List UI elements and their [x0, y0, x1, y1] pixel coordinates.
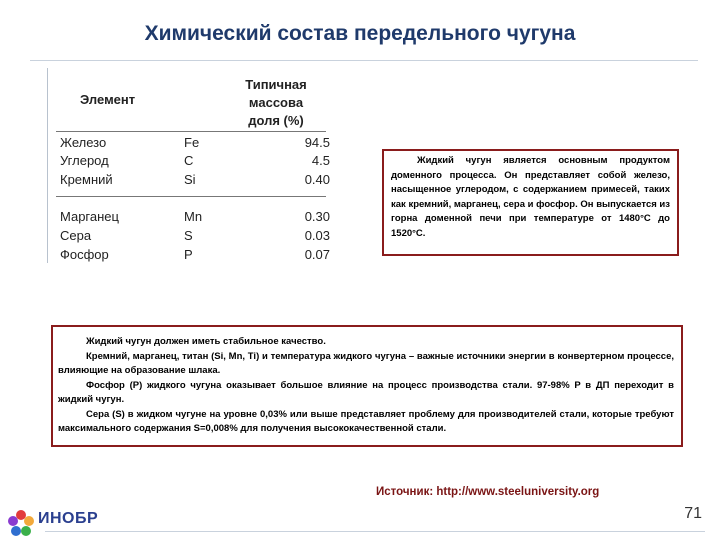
table-row — [60, 228, 330, 247]
note-phosphorus: Фосфор (P) жидкого чугуна оказывает большое влияние на процесс производства стали. 97-98% P в ДП переходит в жидкий чугун. — [58, 379, 674, 405]
element-value: 0.07 — [304, 247, 330, 262]
source-citation: Источник: http://www.steeluniversity.org — [376, 486, 600, 498]
table-header-rule — [56, 131, 326, 132]
element-name: Углерод — [60, 153, 109, 168]
element-symbol: Mn — [184, 209, 203, 224]
note-sulfur: Сера (S) в жидком чугуне на уровне 0,03% или выше представляет проблему для производителей стали, которые требуют максимального содержания S=0,008% для получения высококачественной стали. — [58, 408, 674, 434]
logo-mark-icon — [6, 508, 36, 538]
element-symbol: Si — [184, 172, 196, 187]
liquid-iron-description-box — [382, 149, 679, 256]
header-mass-line-2: массова — [248, 95, 304, 110]
slide-title: Химический состав передельного чугуна — [144, 22, 576, 45]
element-value: 0.40 — [304, 172, 330, 187]
header-mass-line-3: доля (%) — [248, 113, 304, 128]
element-symbol: Fe — [184, 135, 200, 150]
element-name: Сера — [60, 228, 92, 243]
table-row — [60, 247, 330, 266]
element-name: Марганец — [60, 209, 119, 224]
description-text: Жидкий чугун является основным продуктом доменного процесса. Он представляет собой железо, насыщенное углеродом, с содержанием примесей, таких как кремний, марганец, сера и фосфор. Он выпускается из горна доменной печи при температуре от 1480°C до 1520°C. — [391, 155, 670, 239]
header-mass-line-1: Типичная — [245, 77, 307, 92]
table-header — [56, 76, 346, 132]
table-group-rule — [56, 196, 326, 197]
title-divider — [30, 60, 698, 61]
element-value: 0.03 — [304, 228, 330, 243]
quality-notes-box — [51, 325, 683, 447]
element-name: Железо — [60, 135, 107, 150]
table-row — [60, 209, 330, 228]
inobr-logo — [6, 506, 156, 540]
logo-wordmark: ИНОБР — [38, 510, 99, 527]
element-symbol: P — [184, 247, 193, 262]
element-symbol: C — [184, 153, 194, 168]
table-row — [60, 153, 330, 172]
table-row — [60, 172, 330, 191]
element-value: 0.30 — [304, 209, 330, 224]
table-row — [60, 135, 330, 154]
element-value: 94.5 — [304, 135, 330, 150]
note-stable-quality: Жидкий чугун должен иметь стабильное качество. — [86, 336, 326, 347]
note-energy-sources: Кремний, марганец, титан (Si, Mn, Ti) и температура жидкого чугуна – важные источники энергии в конвертерном процессе, влияющие на образование шлака. — [58, 350, 674, 376]
table-left-divider — [47, 68, 48, 263]
element-symbol: S — [184, 228, 193, 243]
header-mass-fraction — [220, 76, 332, 130]
element-name: Кремний — [60, 172, 113, 187]
element-name: Фосфор — [60, 247, 109, 262]
element-value: 4.5 — [311, 153, 330, 168]
header-element: Элемент — [80, 92, 136, 107]
page-number: 71 — [684, 505, 702, 522]
